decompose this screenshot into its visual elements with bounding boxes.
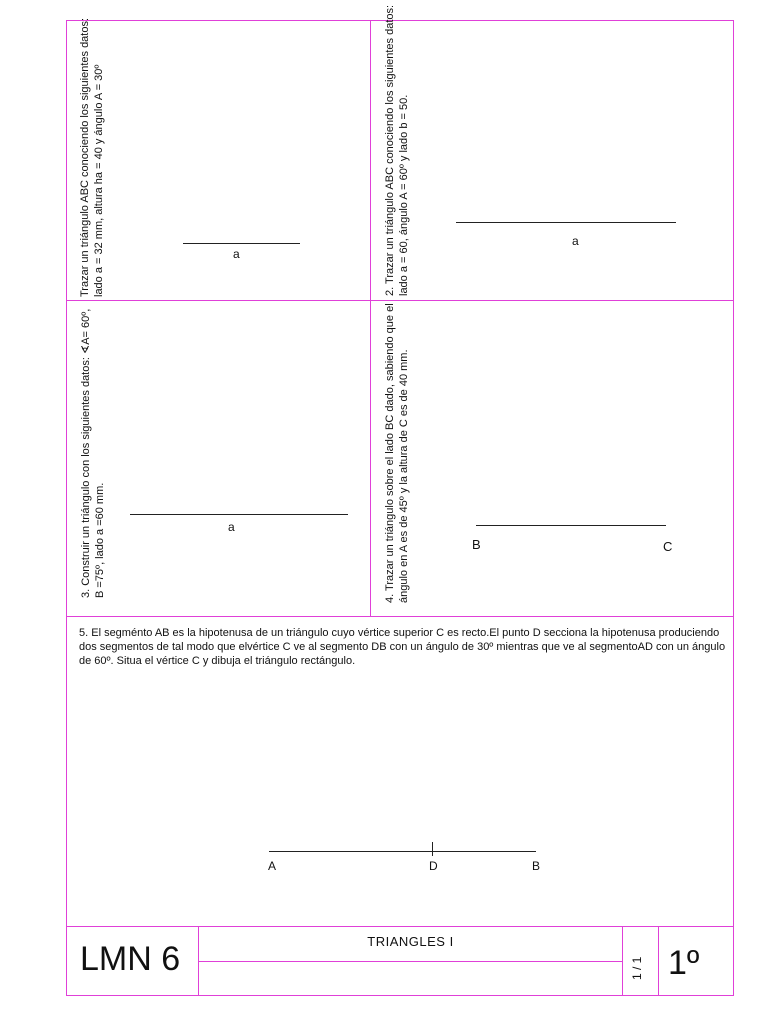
row-divider-1: [66, 300, 734, 301]
problem-2-label-a: a: [572, 234, 579, 248]
problem-3-text-line2: B =75º, lado a =60 mm.: [94, 482, 106, 598]
course-grade: 1º: [668, 944, 700, 982]
problem-1-label-a: a: [233, 247, 240, 261]
problem-1-text-line1: Trazar un triángulo ABC conociendo los siguientes datos:: [79, 17, 91, 297]
title-block-divider-mid: [622, 926, 623, 996]
column-divider: [370, 20, 371, 616]
problem-2-segment-a: [456, 222, 676, 223]
problem-5-point-d-tick: [432, 842, 433, 856]
problem-3-label-a: a: [228, 520, 235, 534]
problem-3-text-line1: 3. Construir un triángulo con los siguientes datos: ∢A= 60º,: [80, 308, 92, 598]
sheet-code: LMN 6: [80, 940, 181, 978]
problem-5-label-d: D: [429, 859, 438, 873]
title-block-divider-right: [658, 926, 659, 996]
sheet-title: TRIANGLES I: [367, 934, 454, 949]
problem-4-text-line2: ángulo en A es de 45º y la altura de C es de 40 mm.: [398, 349, 410, 603]
problem-1-segment-a: [183, 243, 300, 244]
problem-2-text-line2: lado a = 60, ángulo A = 60º y lado b = 50.: [398, 94, 410, 296]
problem-4-label-c: C: [663, 539, 673, 554]
problem-5-segment-ab: [269, 851, 536, 852]
problem-5-text: 5. El segménto AB es la hipotenusa de un triángulo cuyo vértice superior C es recto.El punto D secciona la hipotenusa produciendo dos segmentos de tal modo que elvértice C ve al segmento DB con un ángulo de 30º mientras que ve al segmentoAD con un ángulo de 60º. Situa el vértice C y dibuja el triángulo rectángulo.: [79, 627, 726, 667]
problem-4-text-line1: 4. Trazar un triángulo sobre el lado BC dado, sabiendo que el: [384, 303, 396, 603]
sheet-number: 1 / 1: [630, 956, 644, 980]
title-block-inner-line: [198, 961, 622, 962]
problem-5-label-b: B: [532, 859, 541, 873]
problem-1-text-line2: lado a = 32 mm, altura ha = 40 y ángulo A = 30º: [93, 64, 105, 297]
problem-3-segment-a: [130, 514, 348, 515]
row-divider-2: [66, 616, 734, 617]
title-block-top-border: [66, 926, 734, 927]
problem-5-label-a: A: [268, 859, 277, 873]
problem-4-label-b: B: [472, 537, 481, 552]
problem-2-text-line1: 2. Trazar un triángulo ABC conociendo los siguientes datos:: [384, 4, 396, 296]
problem-4-segment-bc: [476, 525, 666, 526]
